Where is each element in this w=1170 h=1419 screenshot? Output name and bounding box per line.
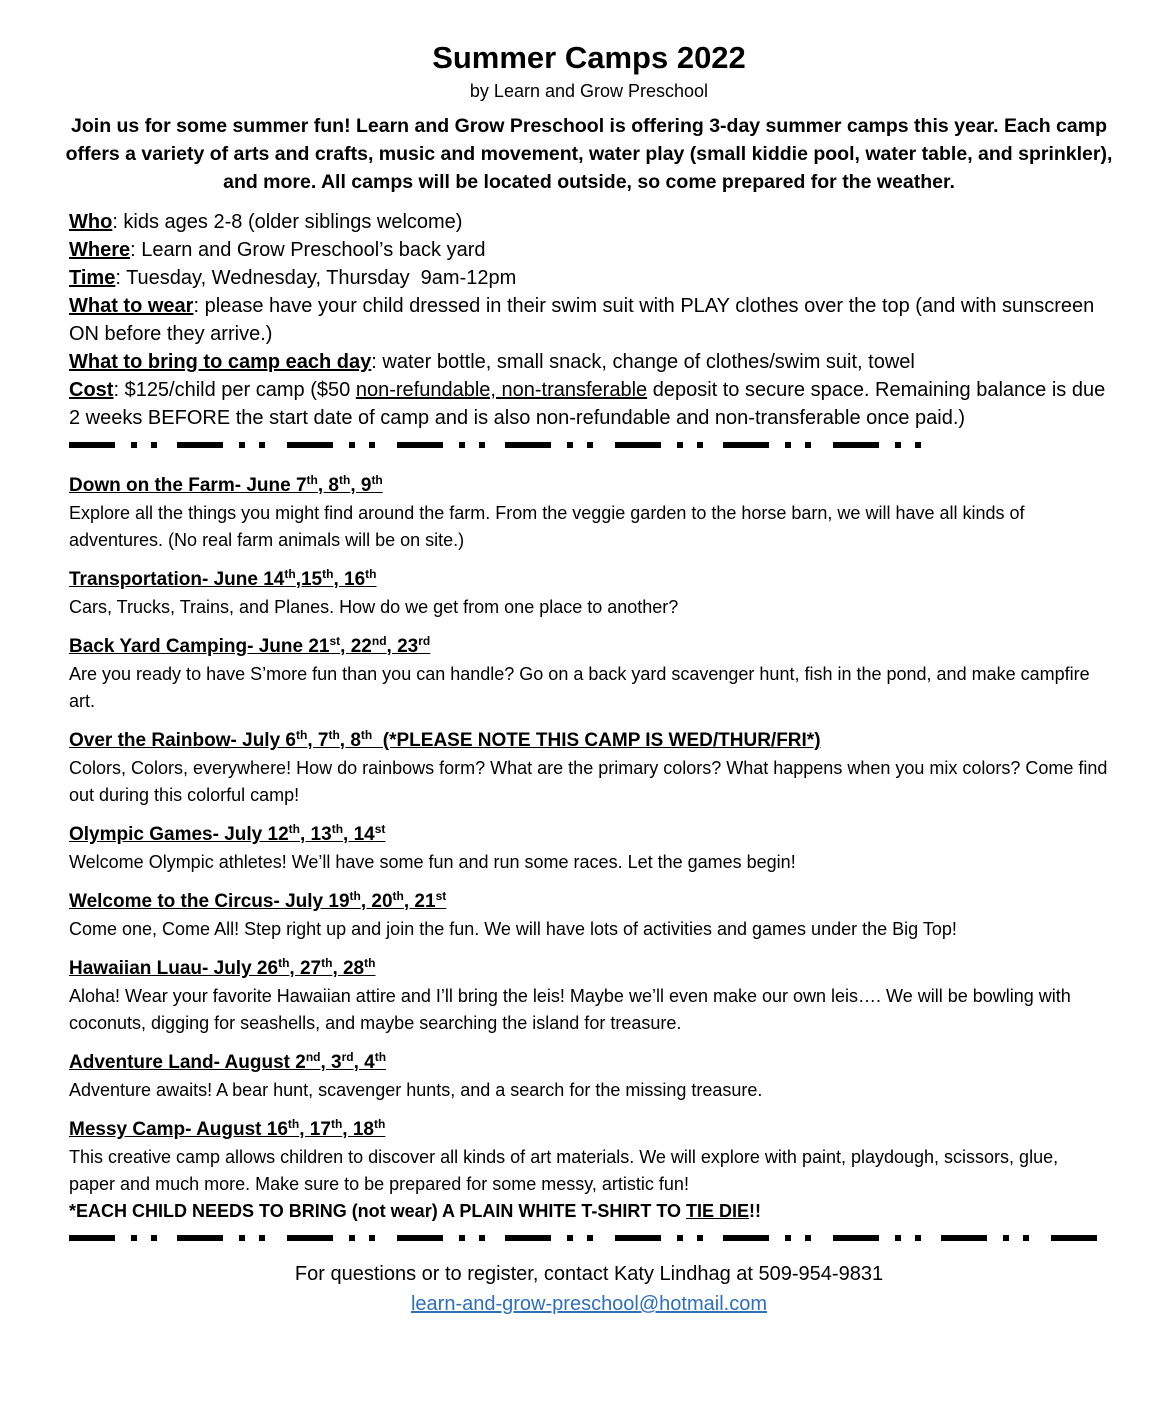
time-text: : Tuesday, Wednesday, Thursday 9am-12pm <box>115 267 517 289</box>
ordinal: nd <box>305 1050 321 1064</box>
camp-camping <box>69 633 1109 715</box>
camp-title <box>69 821 1109 849</box>
camp-date: , 9 <box>350 475 372 496</box>
tshirt-note <box>69 1198 1109 1225</box>
time-label: Time <box>69 267 116 289</box>
dash-dot-divider <box>69 1233 1099 1243</box>
camp-transportation <box>69 566 1109 621</box>
camp-description: Welcome Olympic athletes! We’ll have some fun and run some races. Let the games begin! <box>69 852 796 872</box>
ordinal: th <box>365 567 377 581</box>
camp-date: , 21 <box>403 891 436 912</box>
camp-date: , 28 <box>332 958 365 979</box>
camp-circus <box>69 888 1109 943</box>
ordinal: th <box>349 889 361 903</box>
cost-label: Cost <box>69 379 114 401</box>
camp-rainbow <box>69 727 1109 809</box>
ordinal: th <box>364 956 376 970</box>
camp-date: , 3 <box>320 1052 342 1073</box>
page-subtitle: by Learn and Grow Preschool <box>469 81 709 101</box>
ordinal: th <box>374 1050 387 1064</box>
camp-name: Down on the Farm- June 7 <box>69 475 307 496</box>
camp-description: Adventure awaits! A bear hunt, scavenger hunts, and a search for the missing treasure. <box>69 1080 763 1100</box>
camp-description: Are you ready to have S’more fun than you can handle? Go on a back yard scavenger hunt, fish in the pond, and make campfire art. <box>69 664 1090 711</box>
where-text: : Learn and Grow Preschool’s back yard <box>130 239 486 261</box>
email-link[interactable]: learn-and-grow-preschool@hotmail.com <box>410 1293 767 1315</box>
camp-title <box>69 633 1109 661</box>
camp-description: Come one, Come All! Step right up and join the fun. We will have lots of activities and games under the Big Top! <box>69 919 957 939</box>
ordinal: rd <box>418 634 431 648</box>
camp-name: Over the Rainbow- July 6 <box>69 730 296 751</box>
camp-title <box>69 472 1109 500</box>
camp-date: , 13 <box>300 824 332 845</box>
ordinal: th <box>278 956 290 970</box>
ordinal: th <box>331 822 344 836</box>
ordinal: st <box>329 634 341 648</box>
camp-messy <box>69 1116 1109 1225</box>
who-text: : kids ages 2-8 (older siblings welcome) <box>112 211 463 233</box>
camp-name: Olympic Games- July 12 <box>69 824 289 845</box>
camp-name: Back Yard Camping- June 21 <box>69 636 330 657</box>
camp-name: Messy Camp- August 16 <box>69 1119 288 1140</box>
ordinal: th <box>371 473 383 487</box>
bring-text: : water bottle, small snack, change of clothes/swim suit, towel <box>371 351 915 373</box>
camp-description: Colors, Colors, everywhere! How do rainbows form? What are the primary colors? What happens when you mix colors? Come find out during this colorful camp! <box>69 758 1108 805</box>
camp-date: , 18 <box>342 1119 374 1140</box>
ordinal: th <box>287 1117 300 1131</box>
ordinal: rd <box>341 1050 354 1064</box>
ordinal: th <box>328 728 340 742</box>
camp-title <box>69 566 1109 594</box>
bring-label: What to bring to camp each day <box>69 351 372 373</box>
camp-description: Cars, Trucks, Trains, and Planes. How do we get from one place to another? <box>69 597 679 617</box>
camp-date: , 23 <box>386 636 419 657</box>
camp-date: ,15 <box>295 569 323 590</box>
ordinal: th <box>322 567 334 581</box>
camp-name: Welcome to the Circus- July 19 <box>69 891 350 912</box>
ordinal: th <box>284 567 296 581</box>
intro-paragraph: Join us for some summer fun! Learn and Grow Preschool is offering 3-day summer camps this year. Each camp offers a variety of arts and crafts, music and movement, water play (small kiddie pool, water table, and sprinkler), and more. All camps will be located outside, so come prepared for the weather. <box>65 115 1113 193</box>
divider-bottom <box>69 1233 1109 1243</box>
camp-date: , 4 <box>353 1052 375 1073</box>
wear-label: What to wear <box>69 295 194 317</box>
note-underlined: TIE DIE <box>686 1201 750 1221</box>
info-who <box>69 208 1109 236</box>
ordinal: th <box>392 889 404 903</box>
contact-line: For questions or to register, contact Katy Lindhag at 509-954-9831 <box>294 1263 884 1285</box>
ordinal: nd <box>371 634 387 648</box>
ordinal: th <box>288 822 300 836</box>
ordinal: th <box>296 728 308 742</box>
ordinal: th <box>321 956 333 970</box>
camp-date: , 27 <box>289 958 322 979</box>
camp-date: , 17 <box>299 1119 331 1140</box>
wear-text: : please have your child dressed in their swim suit with PLAY clothes over the top (and with sunscreen ON before they arrive.) <box>69 295 1095 345</box>
note-text: *EACH CHILD NEEDS TO BRING (not wear) A PLAIN WHITE T-SHIRT TO <box>69 1201 687 1221</box>
camp-luau <box>69 955 1109 1037</box>
info-time <box>69 264 1109 292</box>
camp-name: Transportation- June 14 <box>69 569 285 590</box>
camp-description: This creative camp allows children to discover all kinds of art materials. We will explore with paint, playdough, scissors, glue, paper and much more. Make sure to be prepared for some messy, artistic fun! <box>69 1147 1059 1194</box>
info-where <box>69 236 1109 264</box>
camp-date: , 20 <box>360 891 393 912</box>
camp-farm <box>69 472 1109 554</box>
ordinal: st <box>435 889 447 903</box>
who-label: Who <box>69 211 113 233</box>
ordinal: th <box>330 1117 343 1131</box>
page-title: Summer Camps 2022 <box>432 40 746 75</box>
camp-date: , 14 <box>343 824 375 845</box>
ordinal: th <box>306 473 318 487</box>
divider-top <box>69 440 1109 450</box>
camp-adventure <box>69 1049 1109 1104</box>
info-cost <box>69 376 1109 432</box>
camp-date: , 7 <box>307 730 329 751</box>
camp-date: , 8 <box>339 730 361 751</box>
cost-underlined: non-refundable, non-transferable <box>355 379 648 401</box>
dash-dot-divider <box>69 440 939 450</box>
ordinal: st <box>374 822 386 836</box>
footer-contact <box>69 1259 1109 1319</box>
flyer-page <box>65 38 1113 1319</box>
camp-description: Explore all the things you might find around the farm. From the veggie garden to the horse barn, we will have all kinds of adventures. (No real farm animals will be on site.) <box>69 503 1025 550</box>
camp-title <box>69 1116 1109 1144</box>
camp-info <box>69 208 1109 432</box>
camp-description: Aloha! Wear your favorite Hawaiian attire and I’ll bring the leis! Maybe we’ll even make our own leis…. We will be bowling with coconuts, digging for seashells, and maybe searching the island for treasure. <box>69 986 1071 1033</box>
info-bring <box>69 348 1109 376</box>
cost-text-2: deposit to secure space. Remaining balance is due 2 weeks BEFORE the start date of camp and is also non-refundable and non-transferable once paid.) <box>69 379 1106 429</box>
camp-date: , 8 <box>317 475 339 496</box>
camp-note: (*PLEASE NOTE THIS CAMP IS WED/THUR/FRI*) <box>372 730 821 751</box>
info-wear <box>69 292 1109 348</box>
ordinal: th <box>373 1117 386 1131</box>
camp-date: , 22 <box>340 636 372 657</box>
camp-title <box>69 1049 1109 1077</box>
where-label: Where <box>69 239 131 261</box>
camp-olympic <box>69 821 1109 876</box>
camp-name: Adventure Land- August 2 <box>69 1052 306 1073</box>
ordinal: th <box>360 728 373 742</box>
ordinal: th <box>338 473 351 487</box>
note-text: !! <box>749 1201 762 1221</box>
camp-title <box>69 727 1109 755</box>
cost-text-1: : $125/child per camp ($50 <box>113 379 356 401</box>
camp-title <box>69 955 1109 983</box>
camp-name: Hawaiian Luau- July 26 <box>69 958 279 979</box>
camp-title <box>69 888 1109 916</box>
camp-date: , 16 <box>333 569 366 590</box>
